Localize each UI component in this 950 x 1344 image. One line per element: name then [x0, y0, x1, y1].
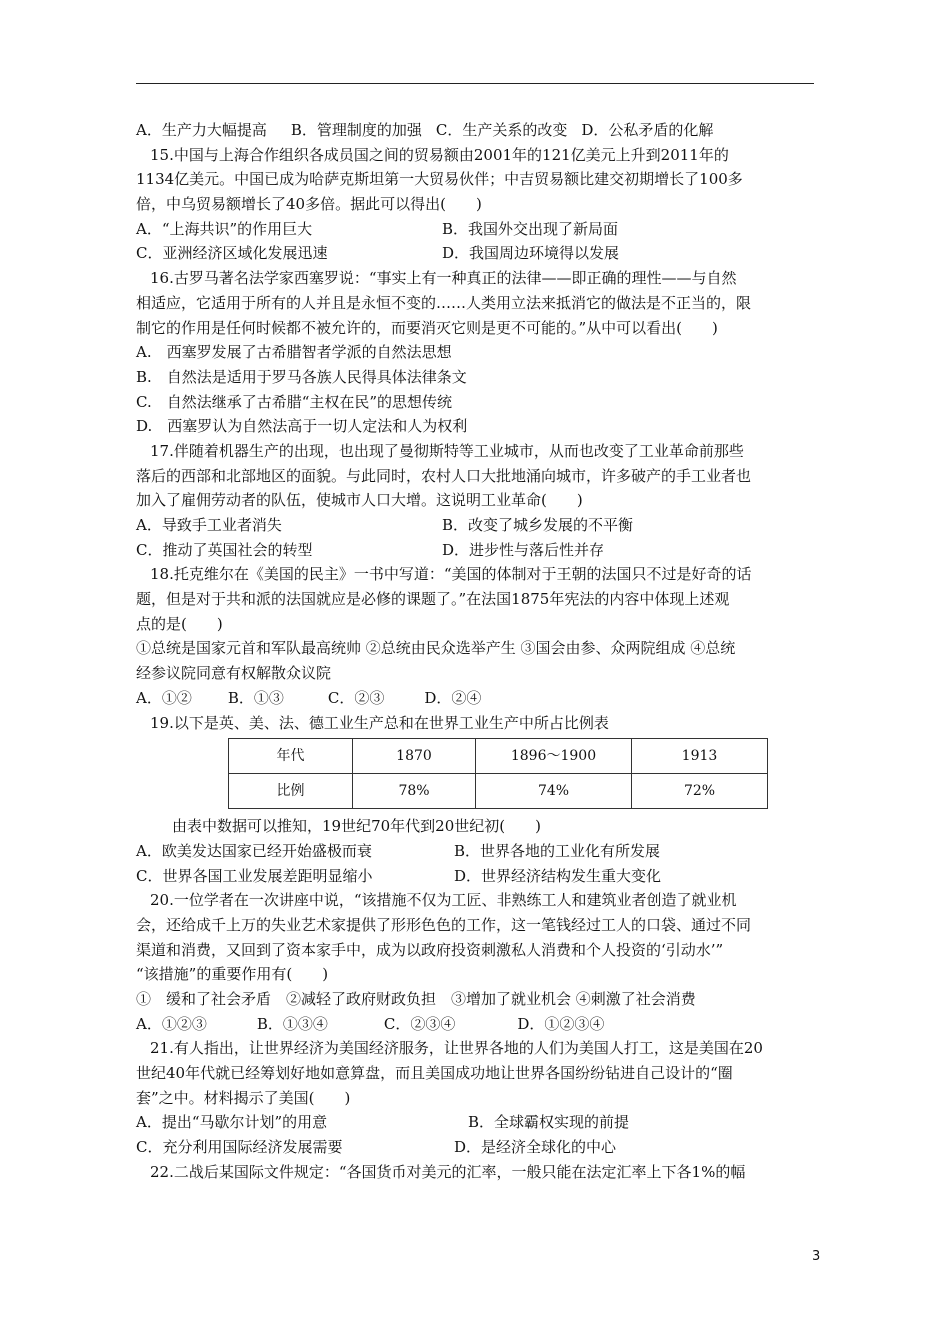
q16-option-c: C. 自然法继承了古希腊“主权在民”的思想传统 — [136, 392, 453, 411]
q16-option-a: A. 西塞罗发展了古希腊智者学派的自然法思想 — [136, 343, 452, 362]
q21-options: C．充分利用国际经济发展需要 D．是经济全球化的中心 — [136, 1138, 617, 1157]
q21-stem-line: 套”之中。材料揭示了美国( ) — [136, 1088, 351, 1107]
q18-stem-line: 18.托克维尔在《美国的民主》一书中写道：“美国的体制对于王朝的法国只不过是好奇的话 — [150, 565, 752, 584]
table-cell: 1896～1900 — [476, 739, 632, 774]
q22-stem-line: 22.二战后某国际文件规定：“各国货币对美元的汇率，一般只能在法定汇率上下各1%的幅 — [150, 1162, 746, 1181]
q16-option-d: D. 西塞罗认为自然法高于一切人定法和人为权利 — [136, 417, 468, 436]
q21-options: A．提出“马歇尔计划”的用意 B．全球霸权实现的前提 — [136, 1113, 630, 1132]
q17-options: C．推动了英国社会的转型 D．进步性与落后性并存 — [136, 540, 605, 559]
industry-share-table — [228, 738, 768, 809]
q18-statements: 经参议院同意有权解散众议院 — [136, 664, 332, 683]
q15-stem-line: 1134亿美元。中国已成为哈萨克斯坦第一大贸易伙伴；中吉贸易额比建交初期增长了100多 — [136, 170, 743, 189]
table-cell: 74% — [476, 774, 632, 809]
q19-question: 由表中数据可以推知，19世纪70年代到20世纪初( ) — [172, 817, 541, 836]
header-rule — [136, 83, 814, 84]
q15-options: A．“上海共识”的作用巨大 B．我国外交出现了新局面 — [136, 219, 619, 238]
q18-stem-line: 题，但是对于共和派的法国就应是必修的课题了。”在法国1875年宪法的内容中体现上述观 — [136, 590, 730, 609]
q20-stem-line: 渠道和消费，又回到了资本家手中，成为以政府投资刺激私人消费和个人投资的‘引动水’” — [136, 940, 724, 959]
q16-stem-line: 相适应，它适用于所有的人并且是永恒不变的……人类用立法来抵消它的做法是不正当的，限 — [136, 293, 752, 312]
q20-statements: ① 缓和了社会矛盾 ②减轻了政府财政负担 ③增加了就业机会 ④刺激了社会消费 — [136, 990, 696, 1008]
q18-statements: ①总统是国家元首和军队最高统帅 ②总统由民众选举产生 ③国会由参、众两院组成 ④总统 — [136, 639, 736, 658]
table-cell: 78% — [353, 774, 476, 809]
q17-stem-line: 落后的西部和北部地区的面貌。与此同时，农村人口大批地涌向城市，许多破产的手工业者也 — [136, 466, 752, 485]
q17-stem-line: 加入了雇佣劳动者的队伍，使城市人口大增。这说明工业革命( ) — [136, 491, 583, 510]
q15-options: C．亚洲经济区域化发展迅速 D．我国周边环境得以发展 — [136, 244, 620, 263]
q20-stem-line: 20.一位学者在一次讲座中说，“该措施不仅为工匠、非熟练工人和建筑业者创造了就业机 — [150, 891, 737, 910]
q15-stem-line: 15.中国与上海合作组织各成员国之间的贸易额由2001年的121亿美元上升到2011年的 — [150, 145, 729, 164]
q16-stem-line: 16.古罗马著名法学家西塞罗说：“事实上有一种真正的法律——即正确的理性——与自然 — [150, 269, 737, 288]
document-body — [136, 118, 816, 1185]
q17-stem-line: 17.伴随着机器生产的出现，也出现了曼彻斯特等工业城市，从而也改变了工业革命前那些 — [150, 441, 744, 460]
page-number: 3 — [812, 1249, 821, 1264]
q18-options: A．①② B．①③ C．②③ D．②④ — [136, 688, 482, 707]
table-row — [229, 739, 768, 774]
q17-options: A．导致手工业者消失 B．改变了城乡发展的不平衡 — [136, 516, 634, 534]
q20-options: A．①②③ B．①③④ C．②③④ D．①②③④ — [136, 1014, 605, 1033]
q19-options: C．世界各国工业发展差距明显缩小 D．世界经济结构发生重大变化 — [136, 866, 662, 885]
q19-stem-line: 19.以下是英、美、法、德工业生产总和在世界工业生产中所占比例表 — [150, 713, 609, 732]
table-cell: 比例 — [229, 774, 353, 809]
q16-stem-line: 制它的作用是任何时候都不被允许的，而要消灭它则是更不可能的。”从中可以看出( ) — [136, 318, 718, 337]
q15-stem-line: 倍，中乌贸易额增长了40多倍。据此可以得出( ) — [136, 195, 482, 214]
table-cell: 1870 — [353, 739, 476, 774]
table-cell: 1913 — [632, 739, 768, 774]
q18-stem-line: 点的是( ) — [136, 614, 223, 633]
q20-stem-line: 会，还给成千上万的失业艺术家提供了形形色色的工作，这一笔钱经过工人的口袋、通过不同 — [136, 915, 752, 934]
q16-option-b: B. 自然法是适用于罗马各族人民得具体法律条文 — [136, 367, 467, 386]
table-cell: 72% — [632, 774, 768, 809]
q19-options: A．欧美发达国家已经开始盛极而衰 B．世界各地的工业化有所发展 — [136, 841, 661, 860]
q21-stem-line: 21.有人指出，让世界经济为美国经济服务，让世界各地的人们为美国人打工，这是美国在20 — [150, 1039, 763, 1058]
table-cell: 年代 — [229, 739, 353, 774]
q20-stem-line: “该措施”的重要作用有( ) — [136, 965, 329, 984]
table-row — [229, 774, 768, 809]
q14-options: A．生产力大幅提高 B．管理制度的加强 C．生产关系的改变 D．公私矛盾的化解 — [136, 121, 714, 139]
q21-stem-line: 世纪40年代就已经筹划好地如意算盘，而且美国成功地让世界各国纷纷钻进自己设计的“圈 — [136, 1064, 733, 1083]
